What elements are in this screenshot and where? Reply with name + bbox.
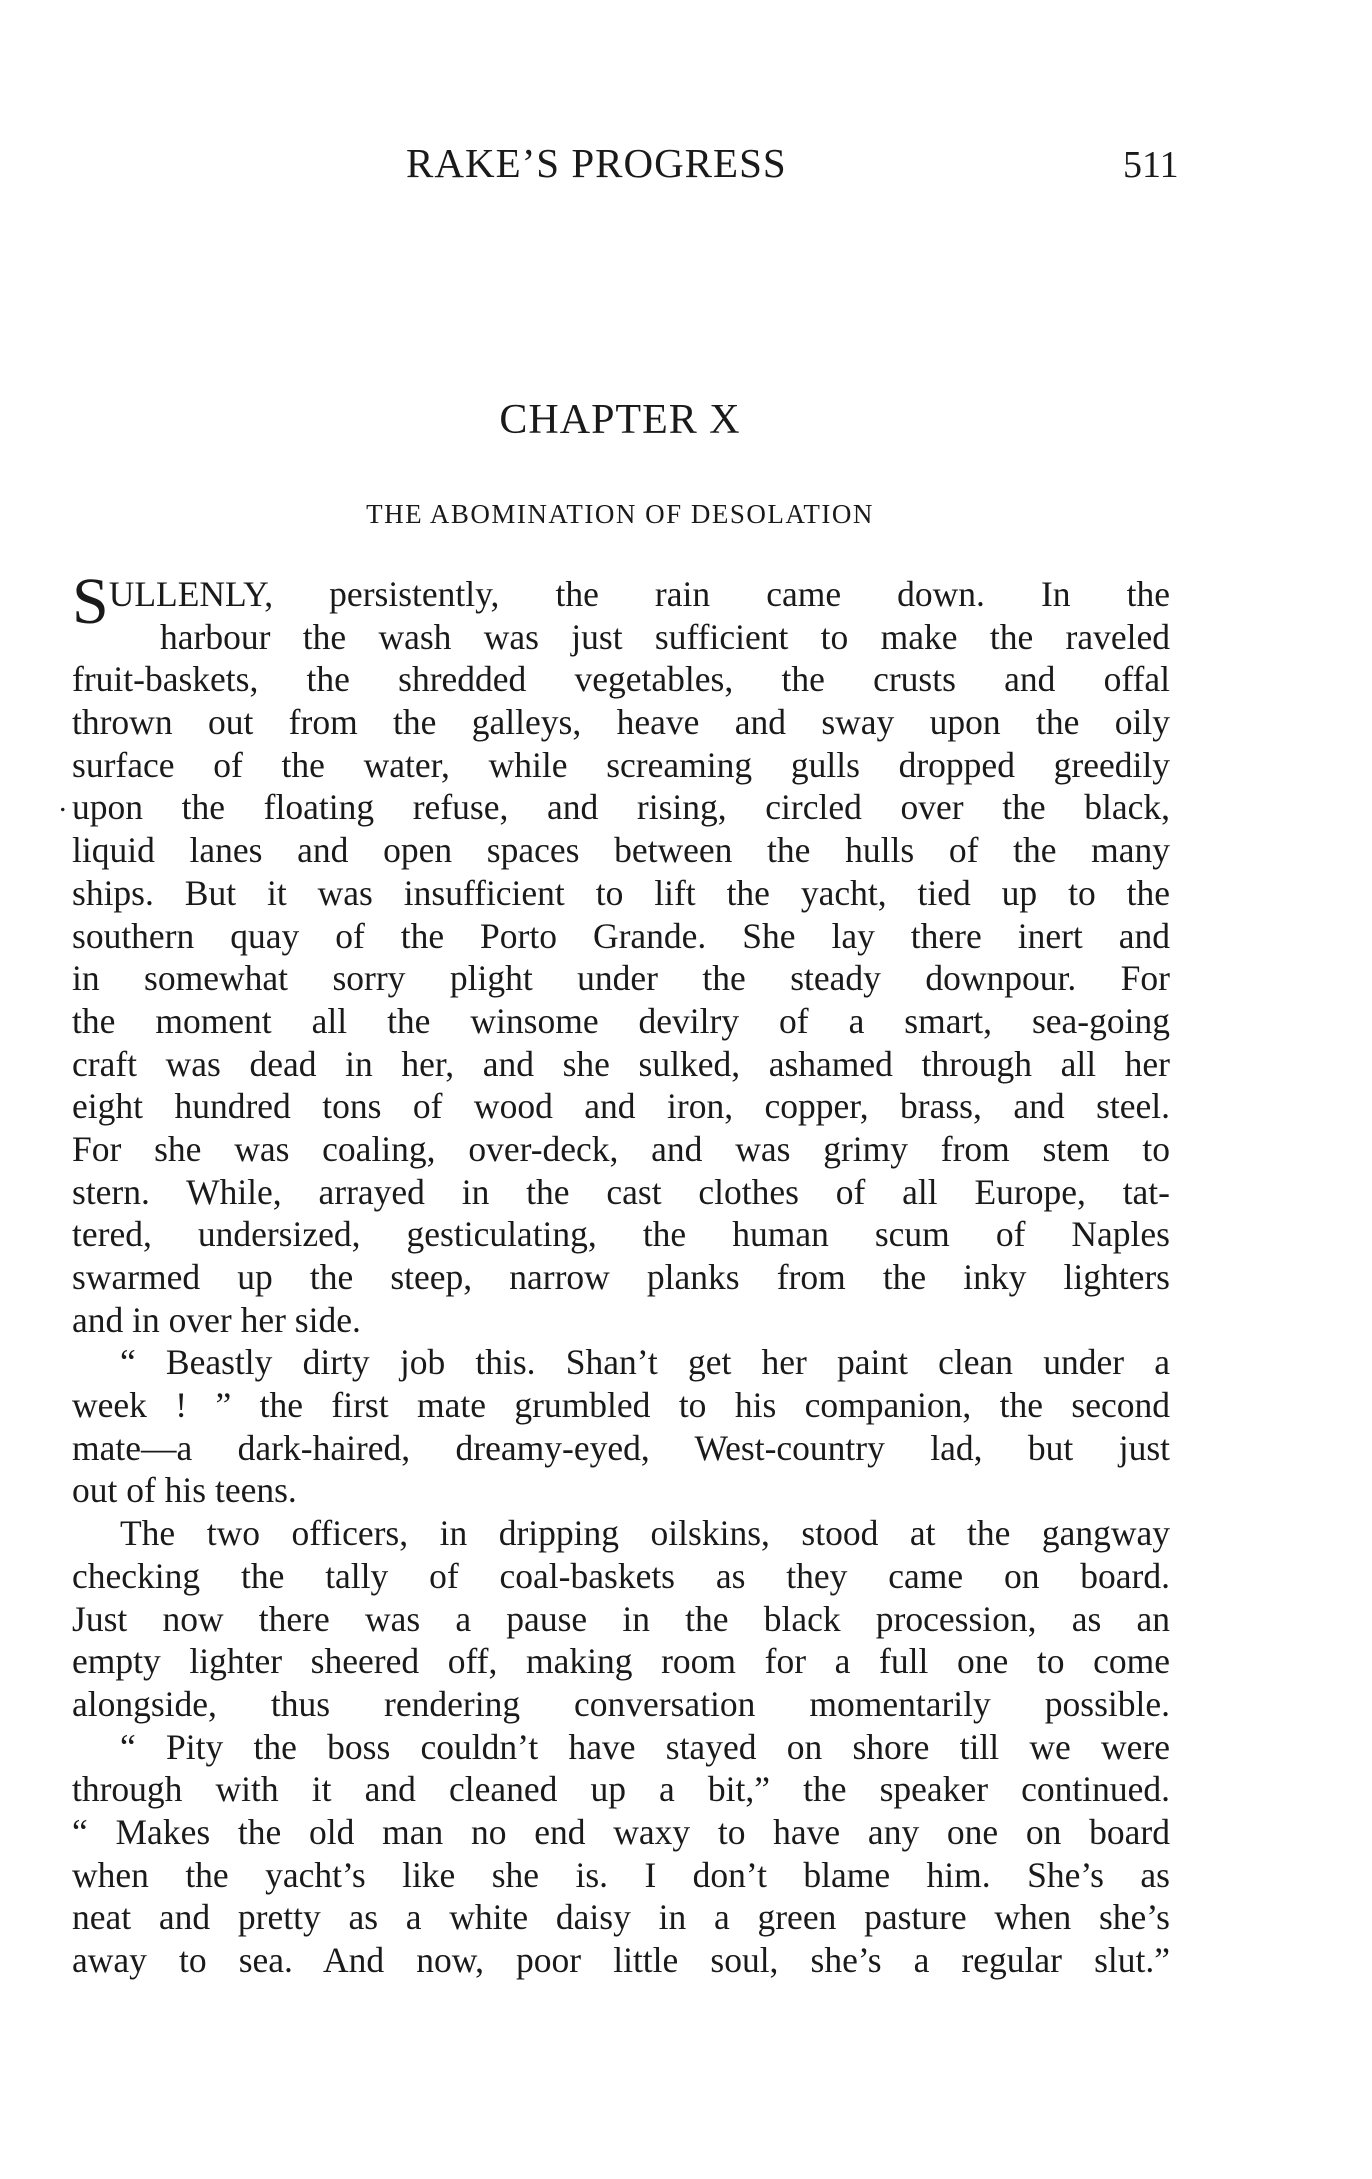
text-line: harbour the wash was just sufficient to make the raveled	[160, 616, 1170, 657]
chapter-title: CHAPTER X	[499, 397, 741, 443]
text-line: The two officers, in dripping oilskins, stood at the gangway	[120, 1513, 1170, 1554]
text-line: mate—a dark-haired, dreamy-eyed, West-country lad, but just	[72, 1427, 1170, 1468]
text-line: swarmed up the steep, narrow planks from the inky lighters	[72, 1257, 1170, 1297]
text-line: For she was coaling, over-deck, and was grimy from stem to	[72, 1128, 1170, 1169]
chapter-subtitle: THE ABOMINATION OF DESOLATION	[366, 499, 874, 529]
text-line: surface of the water, while screaming gulls dropped greedily	[72, 744, 1170, 785]
text-line: neat and pretty as a white daisy in a green pasture when she’s	[72, 1897, 1170, 1938]
text-line: liquid lanes and open spaces between the hulls of the many	[72, 830, 1170, 871]
text-line: and in over her side.	[72, 1299, 361, 1340]
text-line: Just now there was a pause in the black procession, as an	[72, 1598, 1170, 1639]
text-line: the moment all the winsome devilry of a smart, sea-going	[72, 1000, 1170, 1041]
text-line: thrown out from the galleys, heave and sway upon the oily	[72, 702, 1170, 743]
body-text	[72, 565, 1170, 1982]
text-line: out of his teens.	[72, 1470, 297, 1511]
line-text: ULLENLY, persistently, the rain came down. In the	[108, 574, 1170, 614]
text-line: “ Pity the boss couldn’t have stayed on shore till we were	[120, 1726, 1170, 1767]
text-line: tered, undersized, gesticulating, the human scum of Naples	[72, 1214, 1170, 1255]
text-line: upon the floating refuse, and rising, circled over the black,	[72, 787, 1170, 828]
text-line: in somewhat sorry plight under the steady downpour. For	[72, 958, 1170, 999]
text-line: alongside, thus rendering conversation momentarily possible.	[72, 1683, 1170, 1724]
text-line: empty lighter sheered off, making room for a full one to come	[72, 1641, 1170, 1682]
running-head	[0, 138, 1372, 188]
text-line: “ Makes the old man no end waxy to have any one on board	[72, 1811, 1170, 1852]
text-line: away to sea. And now, poor little soul, she’s a regular slut.”	[72, 1940, 1170, 1980]
text-line: “ Beastly dirty job this. Shan’t get her paint clean under a	[120, 1342, 1170, 1383]
text-line: southern quay of the Porto Grande. She lay there inert and	[72, 915, 1170, 956]
stray-mark: .	[59, 785, 67, 818]
text-line: eight hundred tons of wood and iron, copper, brass, and steel.	[72, 1086, 1170, 1127]
text-line: week ! ” the first mate grumbled to his companion, the second	[72, 1385, 1170, 1426]
text-line: ships. But it was insufficient to lift the yacht, tied up to the	[72, 872, 1170, 913]
text-line: when the yacht’s like she is. I don’t blame him. She’s as	[72, 1854, 1170, 1895]
page-number: 511	[1123, 144, 1179, 186]
drop-cap: S	[72, 565, 109, 638]
text-line: through with it and cleaned up a bit,” the speaker continued.	[72, 1769, 1170, 1810]
running-title: RAKE’S PROGRESS	[406, 140, 787, 186]
text-line: craft was dead in her, and she sulked, ashamed through all her	[72, 1043, 1170, 1084]
text-line: fruit-baskets, the shredded vegetables, the crusts and offal	[72, 659, 1170, 700]
text-line: stern. While, arrayed in the cast clothes of all Europe, tat-	[72, 1171, 1170, 1212]
text-line: checking the tally of coal-baskets as they came on board.	[72, 1555, 1170, 1596]
